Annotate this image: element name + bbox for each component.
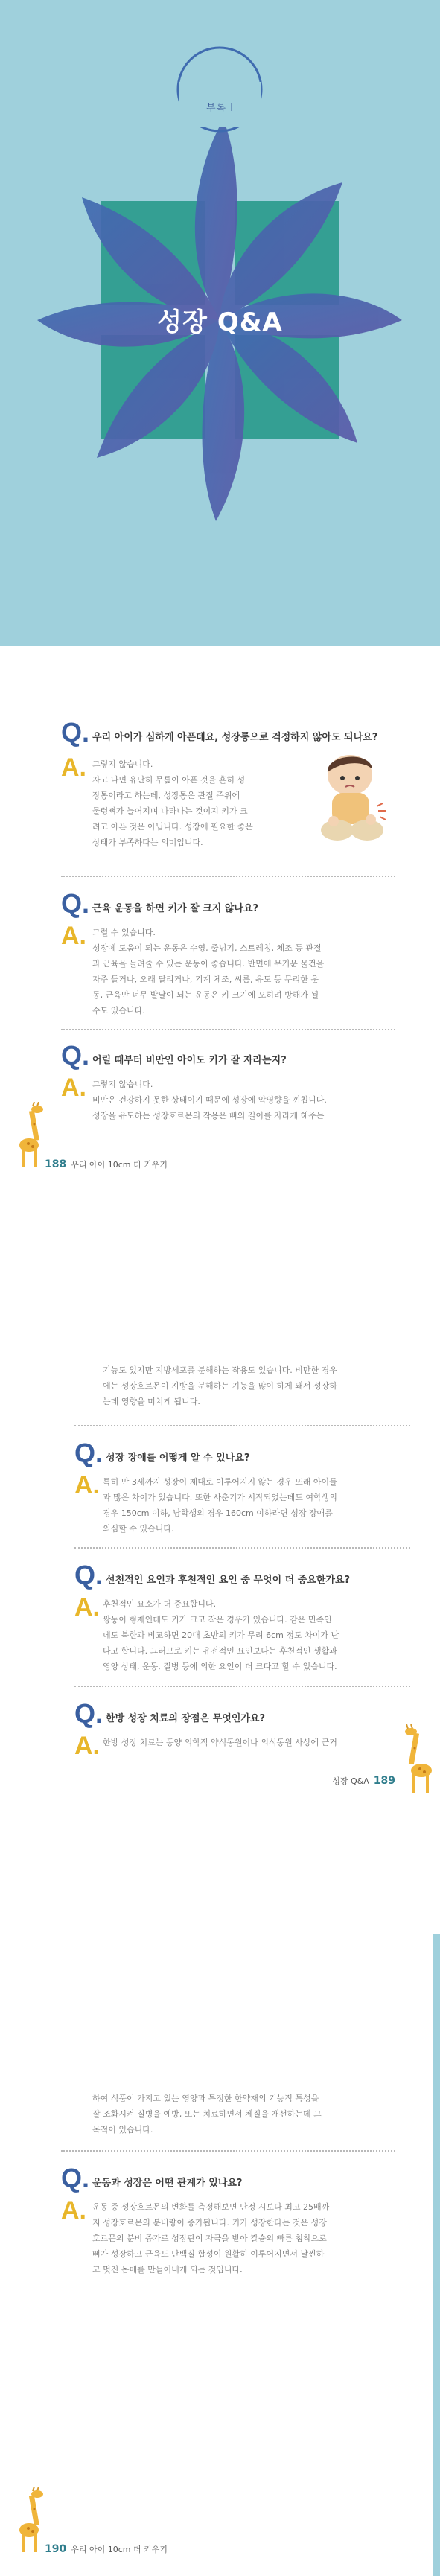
question-7 [61, 2163, 243, 2193]
answer-line: 그럴 수 있습니다. [92, 928, 156, 937]
question-text: 성장 장애를 어떻게 알 수 있나요? [106, 1453, 250, 1464]
q-mark: Q. [74, 1560, 103, 1590]
appendix-label: 부록 I [205, 103, 235, 114]
q-mark: Q. [61, 888, 90, 919]
divider [61, 876, 395, 877]
answer-line: 다고 합니다. 그러므로 키는 유전적인 요인보다는 후천적인 생활과 [103, 1646, 337, 1656]
page-footer [45, 2543, 168, 2555]
answer-5 [103, 1596, 415, 1674]
question-text: 근육 운동을 하면 키가 잘 크지 않나요? [92, 903, 259, 914]
page-number: 190 [45, 2543, 67, 2555]
continued-text [103, 1362, 415, 1409]
answer-line: 성장에 도움이 되는 운동은 수영, 줄넘기, 스트레칭, 체조 등 관절 [92, 943, 322, 953]
answer-line: 에는 성장호르몬이 지방을 분해하는 기능을 많이 하게 돼서 성장하 [103, 1381, 337, 1391]
answer-line: 상태가 부족하다는 의미입니다. [92, 838, 203, 847]
answer-3 [92, 1077, 398, 1123]
page-footer [332, 1775, 395, 1787]
question-1 [61, 717, 378, 747]
book-title: 우리 아이 10cm 더 키우기 [71, 2545, 168, 2554]
question-text: 어릴 때부터 비만인 아이도 키가 잘 자라는지? [92, 1055, 287, 1066]
answer-2 [92, 925, 398, 1018]
a-mark: A. [61, 1074, 86, 1102]
question-2 [61, 888, 259, 919]
answer-line: 데도 북한과 비교하면 20대 초반의 키가 무려 6cm 정도 차이가 난 [103, 1630, 339, 1640]
a-mark: A. [74, 1471, 100, 1499]
question-3 [61, 1040, 287, 1071]
answer-line: 후천적인 요소가 더 중요합니다. [103, 1599, 217, 1609]
giraffe-icon [402, 1724, 435, 1795]
answer-line: 영양 상태, 운동, 질병 등에 의한 요인이 더 크다고 할 수 있습니다. [103, 1662, 337, 1671]
section-label: 성장 Q&A [332, 1776, 369, 1786]
continued-text [92, 2091, 401, 2137]
answer-1 [92, 756, 286, 850]
page-edge-bar [433, 1934, 440, 2576]
answer-line: 잘 조화시켜 질병을 예방, 또는 치료하면서 체질을 개선하는데 그 [92, 2109, 322, 2119]
answer-line: 고 멋진 몸매를 만들어내게 되는 것입니다. [92, 2265, 243, 2274]
q-mark: Q. [74, 1698, 103, 1729]
q-mark: Q. [61, 717, 90, 747]
page-number: 188 [45, 1158, 67, 1170]
answer-line: 그렇지 않습니다. [92, 759, 153, 769]
answer-line: 쌍둥이 형제인데도 키가 크고 작은 경우가 있습니다. 같은 민족인 [103, 1615, 332, 1625]
divider [74, 1686, 410, 1687]
answer-line: 운동 중 성장호르몬의 변화를 측정해보면 단정 시보다 최고 25배까 [92, 2202, 330, 2212]
answer-line: 자고 나면 유난히 무릎이 아픈 것을 흔히 성 [92, 775, 246, 785]
answer-line: 하여 식품이 가지고 있는 영양과 특정한 한약재의 기능적 특성을 [92, 2094, 319, 2103]
divider [74, 1547, 410, 1549]
question-text: 운동과 성장은 어떤 관계가 있나요? [92, 2178, 243, 2189]
answer-line: 는데 영향을 미치게 됩니다. [103, 1397, 200, 1406]
answer-line: 성장을 유도하는 성장호르몬의 작용은 뼈의 길이를 자라게 해주는 [92, 1111, 325, 1120]
a-mark: A. [61, 753, 86, 782]
answer-line: 호르몬의 분비 증가로 성장판이 자극을 받아 칼슘의 빠른 침착으로 [92, 2234, 327, 2243]
page-189 [0, 1242, 440, 1934]
answer-line: 려고 아픈 것은 아닙니다. 성장에 필요한 좋은 [92, 822, 253, 832]
answer-line: 수도 있습니다. [92, 1006, 145, 1016]
q-mark: Q. [61, 1040, 90, 1071]
q-mark: Q. [74, 1438, 103, 1468]
question-text: 선천적인 요인과 후천적인 요인 중 무엇이 더 중요한가요? [106, 1575, 351, 1586]
a-mark: A. [61, 2196, 86, 2225]
answer-line: 물렁뼈가 늘어지며 나타나는 것이지 키가 크 [92, 806, 248, 816]
answer-line: 장통이라고 하는데, 성장통은 관절 주위에 [92, 791, 240, 800]
divider [61, 2150, 395, 2152]
page-number: 189 [373, 1775, 395, 1787]
question-5 [74, 1560, 351, 1590]
answer-7 [92, 2199, 401, 2277]
a-mark: A. [74, 1593, 100, 1622]
page-190 [0, 1934, 440, 2576]
giraffe-icon [16, 2487, 46, 2554]
answer-line: 동, 근육만 너무 발달이 되는 운동은 키 크기에 오히려 방해가 될 [92, 990, 319, 1000]
answer-line: 경우 150cm 이하, 남학생의 경우 160cm 이하라면 성장 장애를 [103, 1508, 333, 1518]
question-text: 우리 아이가 심하게 아픈데요, 성장통으로 걱정하지 않아도 되나요? [92, 732, 378, 743]
answer-line: 자주 들거나, 오래 달리거나, 기계 체조, 씨름, 유도 등 무리한 운 [92, 975, 319, 984]
a-mark: A. [61, 922, 86, 950]
answer-line: 과 많은 차이가 있습니다. 또한 사춘기가 시작되었는데도 여학생의 [103, 1493, 337, 1502]
cover-title: 성장 Q&A [157, 307, 283, 337]
cover-page [0, 0, 440, 646]
divider [74, 1425, 410, 1426]
question-4 [74, 1438, 250, 1468]
giraffe-icon [16, 1102, 46, 1169]
answer-line: 목적이 있습니다. [92, 2125, 153, 2135]
answer-4 [103, 1474, 415, 1537]
question-6 [74, 1698, 266, 1729]
answer-line: 지 성장호르몬의 분비량이 증가됩니다. 키가 성장한다는 것은 성장 [92, 2218, 327, 2228]
child-illustration [304, 747, 401, 851]
question-text: 한방 성장 치료의 장점은 무엇인가요? [106, 1713, 266, 1724]
answer-line: 과 근육을 늘려줄 수 있는 운동이 좋습니다. 반면에 무거운 물건을 [92, 959, 325, 969]
book-title: 우리 아이 10cm 더 키우기 [71, 1160, 168, 1170]
answer-line: 비만은 건강하지 못한 상태이기 때문에 성장에 악영향을 끼칩니다. [92, 1095, 327, 1105]
answer-line: 기능도 있지만 지방세포를 분해하는 작용도 있습니다. 비만한 경우 [103, 1365, 337, 1375]
page-188 [0, 646, 440, 1242]
answer-line: 뼈가 성장하고 근육도 단백질 합성이 원활히 이루어지면서 날씬하 [92, 2249, 325, 2259]
q-mark: Q. [61, 2163, 90, 2193]
answer-line: 그렇지 않습니다. [92, 1080, 153, 1089]
answer-line: 특히 만 3세까지 성장이 제대로 이루어지지 않는 경우 또래 아이들 [103, 1477, 337, 1487]
a-mark: A. [74, 1732, 100, 1760]
page-footer [45, 1158, 168, 1170]
answer-6 [103, 1735, 415, 1750]
divider [61, 1029, 395, 1030]
answer-line: 한방 성장 치료는 동양 의학적 약식동원이나 의식동원 사상에 근거 [103, 1738, 337, 1747]
answer-line: 의심할 수 있습니다. [103, 1524, 174, 1534]
